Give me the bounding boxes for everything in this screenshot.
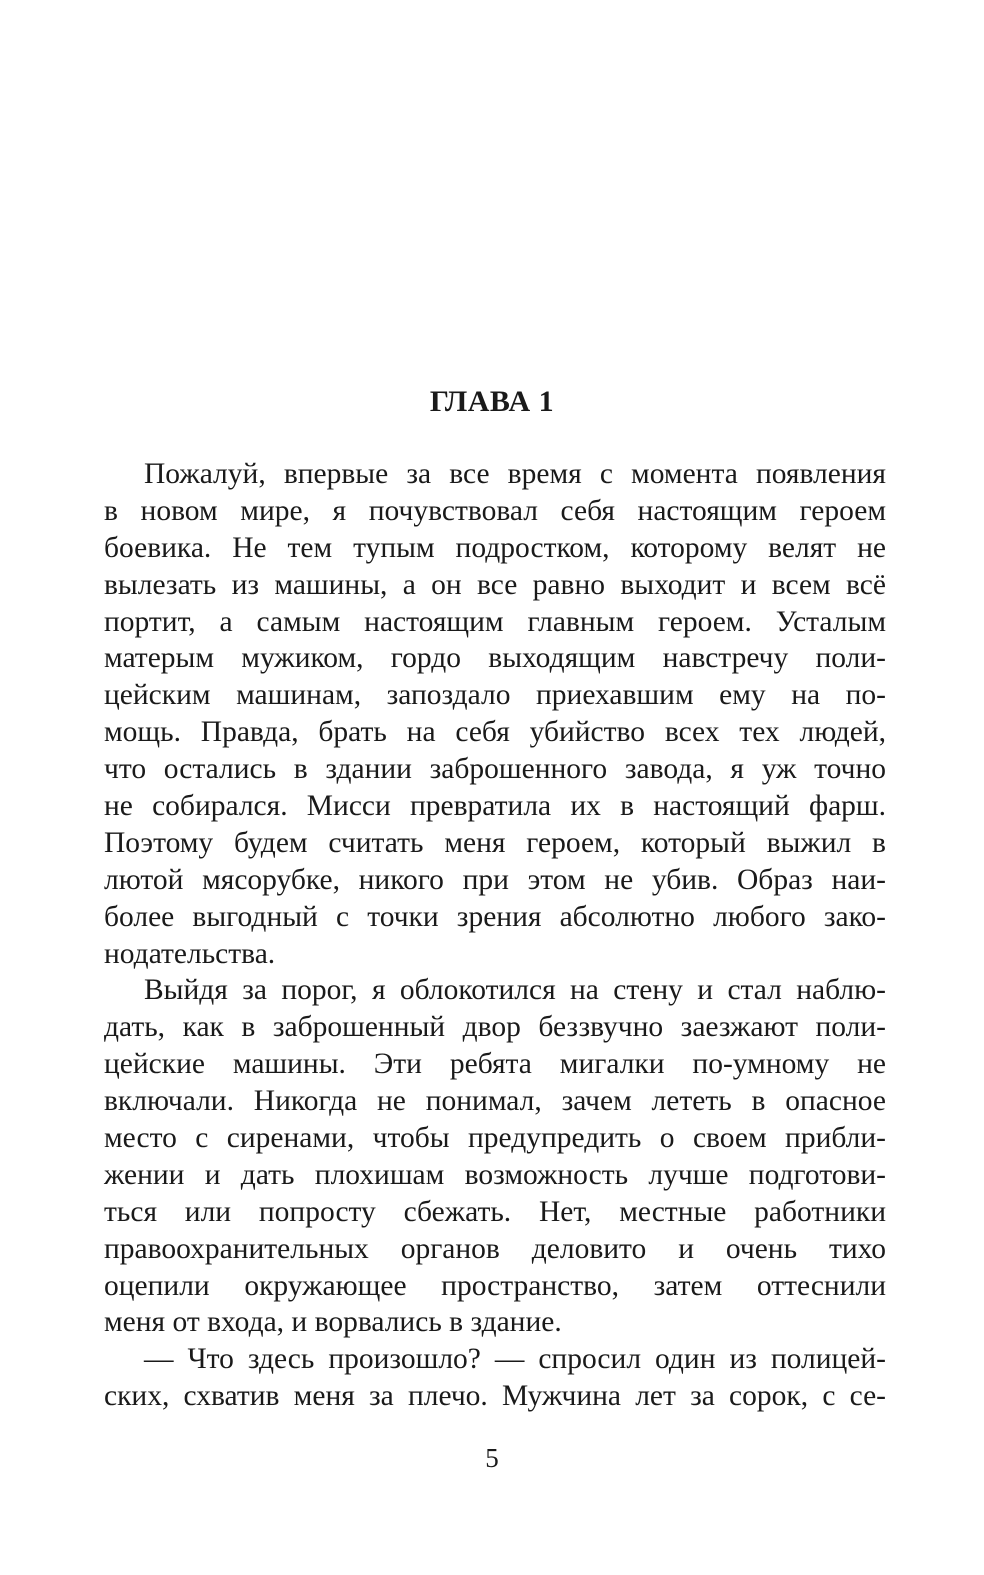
text-line: более выгодный с точки зрения абсолютно любого зако- — [104, 900, 886, 933]
text-line: матерым мужиком, гордо выходящим навстречу поли- — [104, 642, 886, 675]
page-number: 5 — [485, 1443, 499, 1473]
text-line: Поэтому будем считать меня героем, который выжил в — [104, 826, 886, 859]
paragraph — [104, 972, 886, 1341]
text-line: цейские машины. Эти ребята мигалки по-умному не — [104, 1048, 886, 1081]
text-line: нодательства. — [104, 937, 276, 970]
text-line: оцепили окружающее пространство, затем оттеснили — [104, 1269, 886, 1302]
text-line: жении и дать плохишам возможность лучше подготови- — [104, 1158, 886, 1191]
text-line: ских, схватив меня за плечо. Мужчина лет за сорок, с се- — [104, 1380, 886, 1413]
text-line: не собирался. Мисси превратила их в настоящий фарш. — [104, 790, 886, 823]
text-line: вылезать из машины, а он все равно выходит и всем всё — [104, 568, 886, 601]
text-line: ться или попросту сбежать. Нет, местные работники — [104, 1195, 886, 1228]
text-line: Пожалуй, впервые за все время с момента появления — [144, 458, 886, 490]
paragraph — [104, 1341, 886, 1415]
text-line: что остались в здании заброшенного завода, я уж точно — [104, 753, 886, 786]
text-line: мощь. Правда, брать на себя убийство всех тех людей, — [104, 716, 886, 749]
text-line: дать, как в заброшенный двор беззвучно заезжают поли- — [104, 1011, 886, 1044]
text-line: Выйдя за порог, я облокотился на стену и стал наблю- — [144, 974, 886, 1007]
text-line: правоохранительных органов деловито и очень тихо — [104, 1232, 886, 1265]
text-line: — Что здесь произошло? — спросил один из полицей- — [144, 1343, 886, 1376]
body-text — [104, 456, 886, 1415]
text-line: включали. Никогда не понимал, зачем лететь в опасное — [104, 1085, 886, 1118]
text-line: цейским машинам, запоздало приехавшим ему на по- — [104, 679, 886, 712]
text-line: меня от входа, и ворвались в здание. — [104, 1306, 562, 1339]
text-line: лютой мясорубке, никого при этом не убив. Образ наи- — [104, 863, 886, 896]
chapter-title: ГЛАВА 1 — [429, 385, 555, 418]
text-line: портит, а самым настоящим главным героем. Усталым — [104, 605, 886, 638]
text-line: в новом мире, я почувствовал себя настоящим героем — [104, 494, 886, 527]
text-line: боевика. Не тем тупым подростком, которому велят не — [104, 531, 886, 564]
paragraph — [104, 456, 886, 972]
text-line: место с сиренами, чтобы предупредить о своем прибли- — [104, 1122, 886, 1155]
